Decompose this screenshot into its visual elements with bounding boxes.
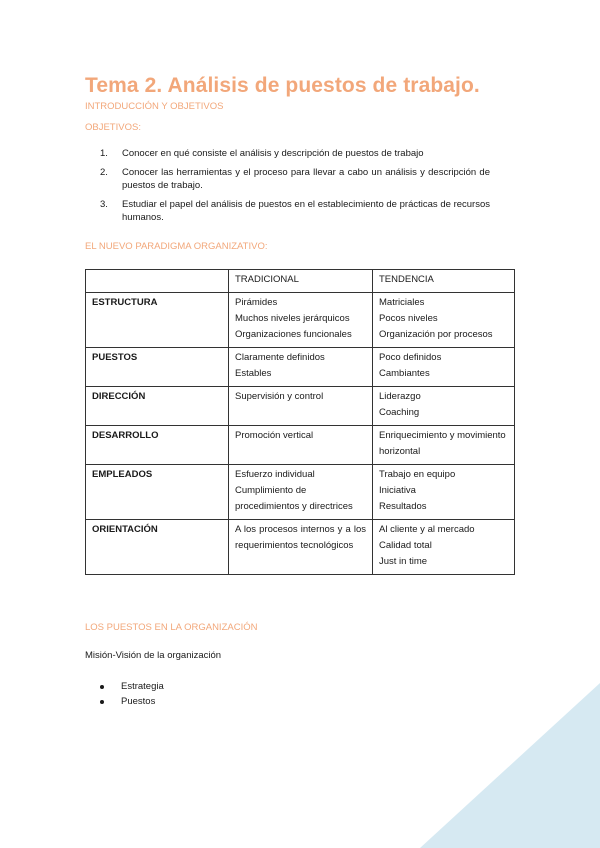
traditional-cell bbox=[229, 387, 373, 426]
row-label: DIRECCIÓN bbox=[86, 387, 229, 426]
table-header-cell bbox=[86, 270, 229, 293]
section-heading-paradigm: EL NUEVO PARADIGMA ORGANIZATIVO: bbox=[85, 241, 268, 252]
cell-line: Matriciales bbox=[379, 297, 425, 308]
table-row bbox=[86, 426, 515, 465]
cell-line: Cambiantes bbox=[379, 368, 430, 379]
trend-cell bbox=[373, 348, 515, 387]
table-row bbox=[86, 520, 515, 575]
traditional-cell bbox=[229, 426, 373, 465]
table-row bbox=[86, 293, 515, 348]
list-item bbox=[100, 147, 490, 160]
list-item bbox=[100, 694, 164, 709]
cell-line: A los procesos internos y a los requerimientos tecnológicos bbox=[235, 524, 366, 551]
table-row bbox=[86, 387, 515, 426]
cell-line: Pirámides bbox=[235, 297, 278, 308]
cell-line: Estables bbox=[235, 368, 272, 379]
list-text: Conocer las herramientas y el proceso para llevar a cabo un análisis y descripción de puestos de trabajo. bbox=[122, 167, 490, 191]
cell-line: Poco definidos bbox=[379, 352, 442, 363]
trend-cell bbox=[373, 465, 515, 520]
row-label: ORIENTACIÓN bbox=[86, 520, 229, 575]
trend-cell bbox=[373, 387, 515, 426]
mision-vision-label: Misión-Visión de la organización bbox=[85, 650, 222, 661]
objectives-list bbox=[100, 147, 490, 230]
traditional-cell bbox=[229, 465, 373, 520]
cell-line: Just in time bbox=[379, 556, 428, 567]
row-label: DESARROLLO bbox=[86, 426, 229, 465]
list-number: 3. bbox=[100, 199, 108, 210]
decorative-corner-triangle bbox=[420, 683, 600, 848]
cell-line: Pocos niveles bbox=[379, 313, 438, 324]
cell-line: Coaching bbox=[379, 407, 420, 418]
objectives-label: OBJETIVOS: bbox=[85, 122, 141, 133]
page-title: Tema 2. Análisis de puestos de trabajo. bbox=[85, 74, 480, 97]
list-text: Estrategia bbox=[121, 681, 164, 692]
row-label: ESTRUCTURA bbox=[86, 293, 229, 348]
list-text: Estudiar el papel del análisis de puestos en el establecimiento de prácticas de recursos humanos. bbox=[122, 199, 490, 223]
table-header-row bbox=[86, 270, 515, 293]
table-header-cell: TRADICIONAL bbox=[229, 270, 373, 293]
row-label: PUESTOS bbox=[86, 348, 229, 387]
cell-line: Muchos niveles jerárquicos bbox=[235, 313, 350, 324]
cell-line: Organización por procesos bbox=[379, 329, 493, 340]
list-text: Conocer en qué consiste el análisis y descripción de puestos de trabajo bbox=[122, 148, 424, 159]
cell-line: Organizaciones funcionales bbox=[235, 329, 352, 340]
list-item bbox=[100, 679, 164, 694]
trend-cell bbox=[373, 293, 515, 348]
traditional-cell bbox=[229, 520, 373, 575]
cell-line: Claramente definidos bbox=[235, 352, 325, 363]
row-label: EMPLEADOS bbox=[86, 465, 229, 520]
cell-line: Promoción vertical bbox=[235, 430, 314, 441]
trend-cell bbox=[373, 520, 515, 575]
trend-cell bbox=[373, 426, 515, 465]
cell-line: Esfuerzo individual bbox=[235, 469, 315, 480]
bullet-dot-icon bbox=[100, 700, 104, 704]
cell-line: Enriquecimiento y movimiento horizontal bbox=[379, 430, 506, 457]
bullet-dot-icon bbox=[100, 685, 104, 689]
list-item bbox=[100, 198, 490, 224]
cell-line: Resultados bbox=[379, 501, 427, 512]
list-text: Puestos bbox=[121, 696, 156, 707]
traditional-cell bbox=[229, 293, 373, 348]
traditional-cell bbox=[229, 348, 373, 387]
cell-line: Trabajo en equipo bbox=[379, 469, 456, 480]
table-row bbox=[86, 465, 515, 520]
list-number: 1. bbox=[100, 148, 108, 159]
paradigm-table bbox=[85, 269, 515, 575]
cell-line: Calidad total bbox=[379, 540, 432, 551]
section-heading-puestos: LOS PUESTOS EN LA ORGANIZACIÓN bbox=[85, 622, 258, 633]
section-heading-intro: INTRODUCCIÓN Y OBJETIVOS bbox=[85, 101, 224, 112]
cell-line: Al cliente y al mercado bbox=[379, 524, 475, 535]
table-row bbox=[86, 348, 515, 387]
cell-line: Supervisión y control bbox=[235, 391, 324, 402]
table-header-cell: TENDENCIA bbox=[373, 270, 515, 293]
bullet-list bbox=[100, 679, 164, 709]
cell-line: Cumplimiento de procedimientos y directrices bbox=[235, 485, 353, 512]
list-number: 2. bbox=[100, 167, 108, 178]
list-item bbox=[100, 166, 490, 192]
cell-line: Iniciativa bbox=[379, 485, 416, 496]
cell-line: Liderazgo bbox=[379, 391, 421, 402]
